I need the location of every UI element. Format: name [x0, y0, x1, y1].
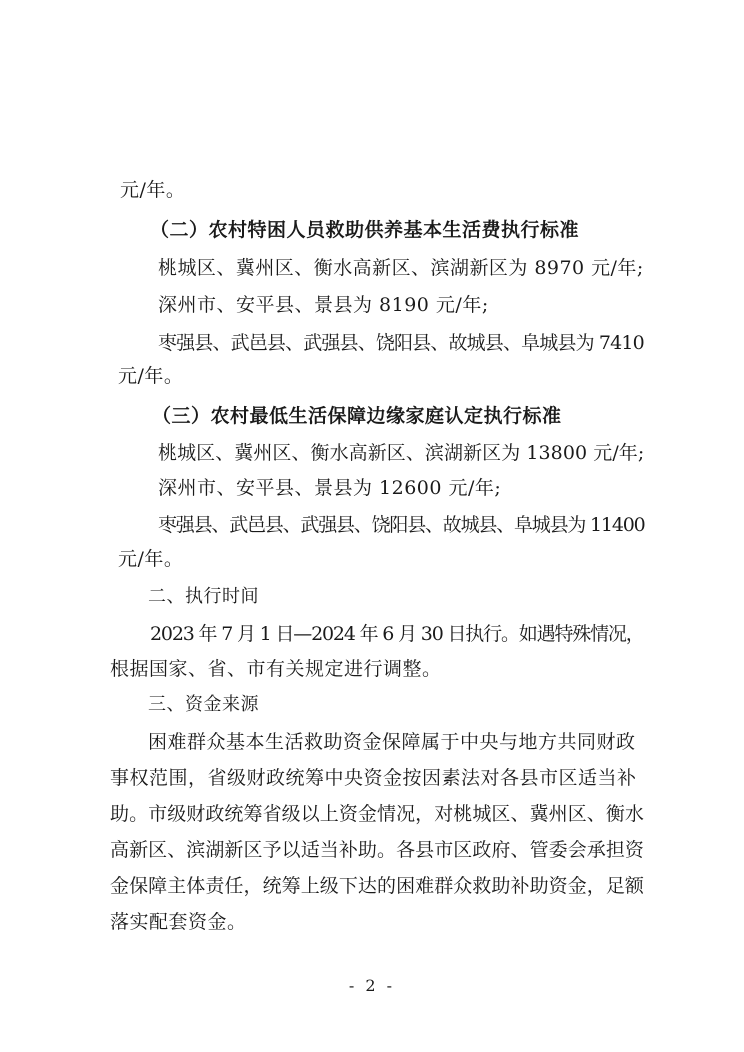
standard-line: 元/年。	[118, 548, 184, 570]
paragraph-line: 2023 年 7 月 1 日—2024 年 6 月 30 日执行。如遇特殊情况，	[150, 623, 644, 645]
paragraph-line: 高新区、滨湖新区予以适当补助。各县市区政府、管委会承担资	[110, 839, 645, 861]
subheading-special-support: （二）农村特困人员救助供养基本生活费执行标准	[150, 219, 580, 241]
text-line	[0, 291, 744, 319]
paragraph-line: 事权范围，省级财政统筹中央资金按因素法对各县市区适当补	[110, 767, 637, 789]
text-line	[0, 655, 744, 683]
text-line	[0, 439, 744, 467]
text-line	[0, 872, 744, 900]
standard-line: 枣强县、武邑县、武强县、饶阳县、故城县、阜城县为 7410	[158, 332, 644, 354]
text-line	[0, 474, 744, 502]
text-line	[0, 800, 744, 828]
text-line	[0, 620, 744, 648]
text-line	[0, 764, 744, 792]
text-line	[0, 836, 744, 864]
text-line	[0, 908, 744, 936]
section-subheading	[0, 402, 744, 430]
heading-execution-time: 二、执行时间	[148, 586, 259, 607]
paragraph-line: 落实配套资金。	[110, 911, 247, 933]
section-heading	[0, 690, 744, 719]
subheading-marginal-family: （三）农村最低生活保障边缘家庭认定执行标准	[152, 405, 562, 427]
text-line	[0, 511, 744, 539]
heading-fund-source: 三、资金来源	[148, 694, 259, 715]
text-line	[0, 254, 744, 282]
paragraph-continuation: 元/年。	[120, 179, 186, 201]
text-line	[0, 545, 744, 573]
page-number: - 2 -	[348, 976, 396, 995]
text-line	[0, 176, 744, 204]
paragraph-line: 困难群众基本生活救助资金保障属于中央与地方共同财政	[148, 731, 636, 753]
section-heading	[0, 582, 744, 611]
standard-line: 深州市、安平县、景县为 8190 元/年;	[158, 294, 489, 316]
standard-line: 元/年。	[118, 365, 184, 387]
standard-line: 桃城区、冀州区、衡水高新区、滨湖新区为 8970 元/年;	[158, 257, 644, 279]
paragraph-line: 金保障主体责任，统筹上级下达的困难群众救助补助资金，足额	[110, 875, 645, 897]
text-line	[0, 362, 744, 390]
standard-line: 深州市、安平县、景县为 12600 元/年;	[158, 477, 502, 499]
standard-line: 桃城区、冀州区、衡水高新区、滨湖新区为 13800 元/年;	[158, 442, 645, 464]
paragraph-line: 助。市级财政统筹省级以上资金情况，对桃城区、冀州区、衡水	[110, 803, 645, 825]
standard-line: 枣强县、武邑县、武强县、饶阳县、故城县、阜城县为 11400	[158, 514, 645, 536]
section-subheading	[0, 216, 744, 244]
text-line	[0, 728, 744, 756]
text-line	[0, 329, 744, 357]
paragraph-line: 根据国家、省、市有关规定进行调整。	[110, 658, 442, 680]
